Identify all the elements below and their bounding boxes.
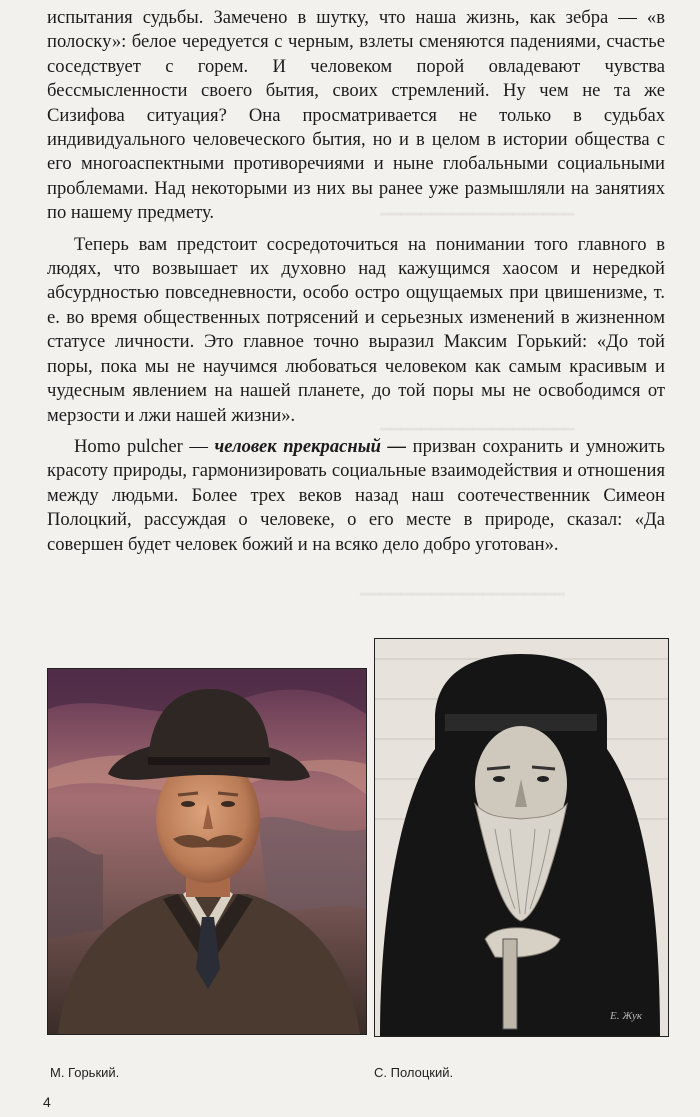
bleed-through: ━━━━━━━━━━━━━━━━━━━: [380, 205, 575, 224]
latin-term: Homo pulcher —: [74, 435, 215, 457]
gorky-portrait-illustration: [48, 669, 366, 1034]
polotsky-portrait: [374, 638, 669, 1037]
polotsky-caption: С. Полоцкий.: [374, 1065, 454, 1080]
page-number: 4: [43, 1094, 51, 1110]
body-text: [47, 6, 665, 557]
bleed-through: ━━━━━━━━━━━━━━━━━━━━: [360, 585, 565, 604]
paragraph-3-body: призван сохранить и умножить красоту природы, гармонизировать социальные взаимодействия и отношения между людьми. Более трех веков назад наш соотечественник Симеон Полоцкий, рассуждая о человеке, о его месте в природе, сказал: «Да совершен будет человек божий и на всяко дело добро уготован».: [47, 435, 665, 555]
paragraph-2: Теперь вам предстоит сосредоточиться на понимании того главного в людях, что возвышает их духовно над кажущимся хаосом и нередкой абсурдностью повседневности, особо остро ощущаемых при цвишенизме, т. е. во время общественных потрясений и серьезных изменений в жизненном статусе личности. Это главное точно выразил Максим Горький: «До той поры, пока мы не научимся любоваться человеком как самым красивым и чудесным явлением на нашей планете, до той поры мы не освободимся от мерзости и лжи нашей жизни».: [47, 233, 665, 426]
paragraph-3: [47, 435, 665, 557]
polotsky-portrait-illustration: [375, 639, 668, 1036]
highlighted-term: человек прекрасный —: [214, 435, 407, 457]
gorky-portrait: [47, 668, 367, 1035]
paragraph-1: испытания судьбы. Замечено в шутку, что наша жизнь, как зебра — «в полоску»: белое чередуется с черным, взлеты сменяются падениями, счастье соседствует с горем. И человеком порой овладевают чувства бессмысленности своего бытия, своих стремлений. Ну чем не та же Сизифова ситуация? Она просматривается не только в судьбах индивидуального человеческого бытия, но и в целом в истории общества с его многоаспектными противоречиями и ныне глобальными социальными проблемами. Над некоторыми из них вы ранее уже размышляли на занятиях по нашему предмету.: [47, 7, 665, 224]
gorky-caption: М. Горький.: [50, 1065, 120, 1080]
engraver-signature: Е. Жук: [610, 1010, 642, 1022]
bleed-through: ━━━━━━━━━━━━━━━━━━━: [380, 420, 575, 439]
